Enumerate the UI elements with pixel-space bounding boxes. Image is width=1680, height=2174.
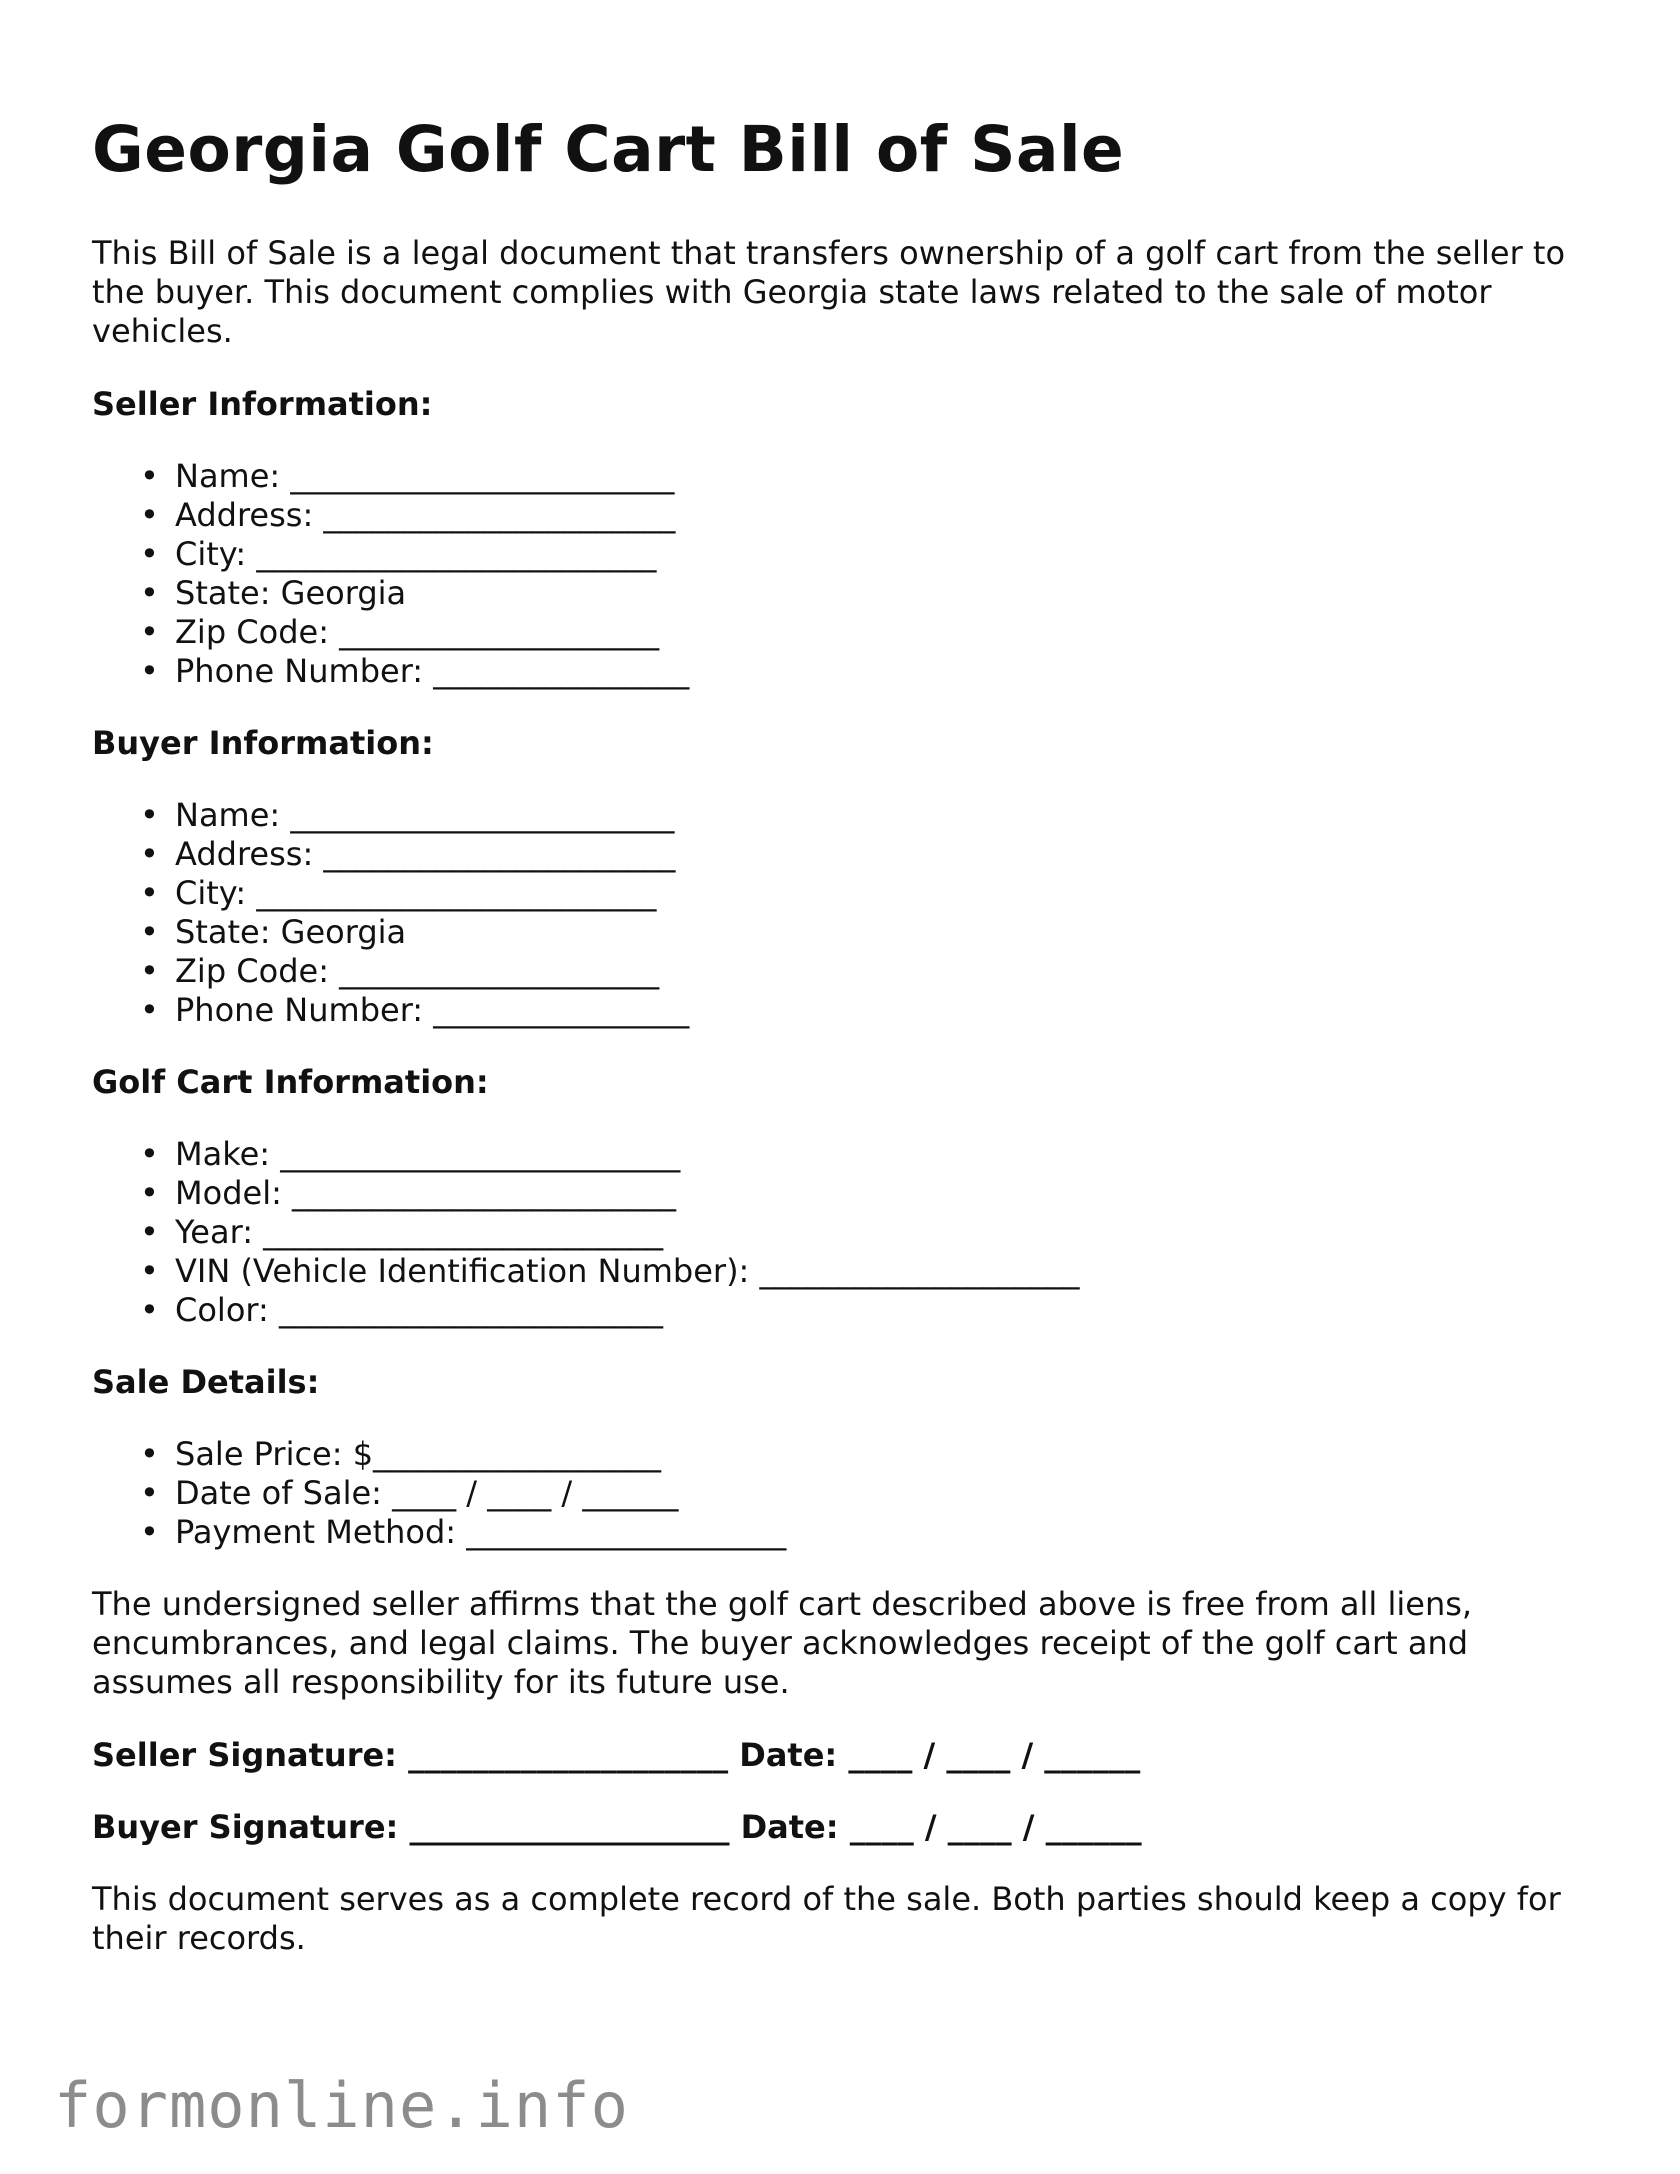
- cart-model-field[interactable]: • Model: ________________________: [140, 1174, 677, 1212]
- watermark-text: formonline.info: [54, 2069, 629, 2142]
- bullet-icon: •: [140, 1135, 159, 1173]
- bullet-icon: •: [140, 835, 159, 873]
- seller-zip-field[interactable]: • Zip Code: ____________________: [140, 613, 660, 651]
- buyer-zip-field[interactable]: • Zip Code: ____________________: [140, 952, 660, 990]
- intro-paragraph: This Bill of Sale is a legal document that transfers ownership of a golf cart from the seller to the buyer. This document complies with Georgia state laws related to the sale of motor vehicles.: [92, 234, 1566, 350]
- cart-color-field[interactable]: • Color: ________________________: [140, 1291, 663, 1329]
- golf-cart-field-list: [92, 1135, 1592, 1330]
- bullet-icon: •: [140, 535, 159, 573]
- bill-of-sale-document: [92, 110, 1592, 1958]
- seller-city-field[interactable]: • City: _________________________: [140, 535, 657, 573]
- cart-make-field[interactable]: • Make: _________________________: [140, 1135, 681, 1173]
- seller-phone-field[interactable]: • Phone Number: ________________: [140, 652, 690, 690]
- sale-date-field[interactable]: • Date of Sale: ____ / ____ / ______: [140, 1474, 679, 1512]
- bullet-icon: •: [140, 457, 159, 495]
- bullet-icon: •: [140, 1291, 159, 1329]
- buyer-city-field[interactable]: • City: _________________________: [140, 874, 657, 912]
- bullet-icon: •: [140, 874, 159, 912]
- golf-cart-section-heading: Golf Cart Information:: [92, 1063, 489, 1101]
- bullet-icon: •: [140, 913, 159, 951]
- buyer-phone-field[interactable]: • Phone Number: ________________: [140, 991, 690, 1029]
- bullet-icon: •: [140, 796, 159, 834]
- sale-details-section-heading: Sale Details:: [92, 1363, 320, 1401]
- bullet-icon: •: [140, 1252, 159, 1290]
- payment-method-field[interactable]: • Payment Method: ____________________: [140, 1513, 787, 1551]
- bullet-icon: •: [140, 613, 159, 651]
- closing-paragraph: This document serves as a complete record of the sale. Both parties should keep a copy for their records.: [92, 1880, 1561, 1957]
- seller-signature-line[interactable]: Seller Signature: ____________________ Date: ____ / ____ / ______: [92, 1736, 1141, 1774]
- sale-price-field[interactable]: • Sale Price: $__________________: [140, 1435, 662, 1473]
- buyer-address-field[interactable]: • Address: ______________________: [140, 835, 676, 873]
- seller-name-field[interactable]: • Name: ________________________: [140, 457, 675, 495]
- bullet-icon: •: [140, 952, 159, 990]
- cart-year-field[interactable]: • Year: _________________________: [140, 1213, 664, 1251]
- seller-field-list: [92, 457, 1592, 691]
- seller-state-field: • State: Georgia: [140, 574, 407, 612]
- cart-vin-field[interactable]: • VIN (Vehicle Identification Number): ____________________: [140, 1252, 1080, 1290]
- bullet-icon: •: [140, 1174, 159, 1212]
- seller-section-heading: Seller Information:: [92, 385, 433, 423]
- buyer-signature-line[interactable]: Buyer Signature: ____________________ Date: ____ / ____ / ______: [92, 1808, 1142, 1846]
- bullet-icon: •: [140, 991, 159, 1029]
- sale-details-field-list: [92, 1435, 1592, 1552]
- seller-address-field[interactable]: • Address: ______________________: [140, 496, 676, 534]
- buyer-field-list: [92, 796, 1592, 1030]
- bullet-icon: •: [140, 652, 159, 690]
- page-title: Georgia Golf Cart Bill of Sale: [92, 113, 1125, 186]
- buyer-state-field: • State: Georgia: [140, 913, 407, 951]
- buyer-name-field[interactable]: • Name: ________________________: [140, 796, 675, 834]
- bullet-icon: •: [140, 574, 159, 612]
- bullet-icon: •: [140, 1435, 159, 1473]
- bullet-icon: •: [140, 1513, 159, 1551]
- bullet-icon: •: [140, 1474, 159, 1512]
- buyer-section-heading: Buyer Information:: [92, 724, 434, 762]
- bullet-icon: •: [140, 496, 159, 534]
- affirmation-paragraph: The undersigned seller affirms that the golf cart described above is free from all liens, encumbrances, and legal claims. The buyer acknowledges receipt of the golf cart and assumes all responsibility for its future use.: [92, 1585, 1473, 1701]
- bullet-icon: •: [140, 1213, 159, 1251]
